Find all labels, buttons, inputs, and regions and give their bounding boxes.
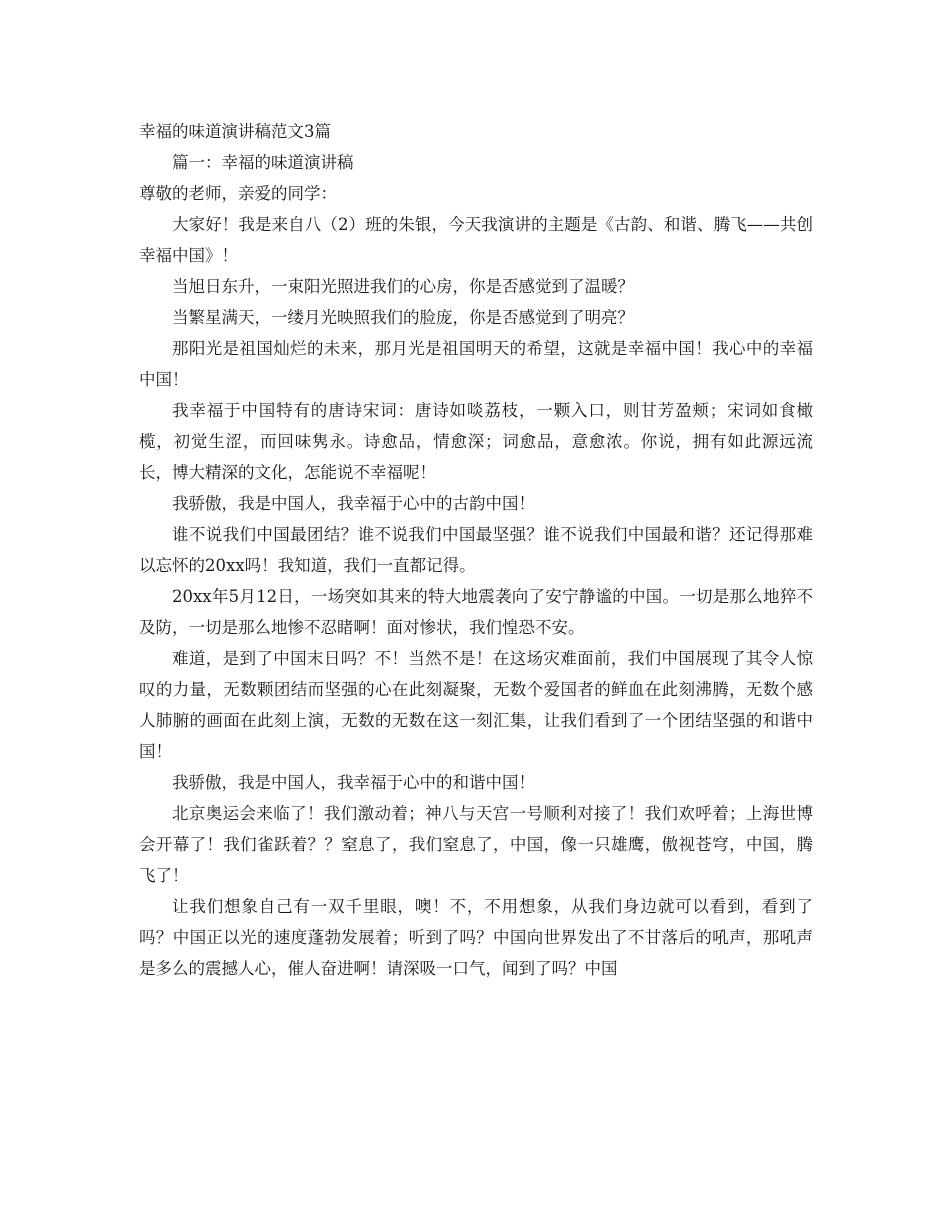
paragraph-8: 20xx年5月12日，一场突如其来的特大地震袭向了安宁静谧的中国。一切是那么地猝不及防，一切是那么地惨不忍睹啊！面对惨状，我们惶恐不安。 xyxy=(139,587,813,637)
salutation: 尊敬的老师，亲爱的同学： xyxy=(139,184,337,203)
paragraph-12: 让我们想象自己有一双千里眼，噢！不，不用想象，从我们身边就可以看到，看到了吗？中国正以光的速度蓬勃发展着；听到了吗？中国向世界发出了不甘落后的吼声，那吼声是多么的震撼人心，催人奋进啊！请深吸一口气，闻到了吗？中国 xyxy=(139,897,813,978)
paragraph-10: 我骄傲，我是中国人，我幸福于心中的和谐中国！ xyxy=(172,773,535,792)
paragraph-3: 当繁星满天，一缕月光映照我们的脸庞，你是否感觉到了明亮？ xyxy=(172,308,634,327)
paragraph-7: 谁不说我们中国最团结？谁不说我们中国最坚强？谁不说我们中国最和谐？还记得那难以忘怀的20xx吗！我知道，我们一直都记得。 xyxy=(139,525,813,575)
paragraph-9: 难道，是到了中国末日吗？不！当然不是！在这场灾难面前，我们中国展现了其令人惊叹的力量，无数颗团结而坚强的心在此刻凝聚，无数个爱国者的鲜血在此刻沸腾，无数个感人肺腑的画面在此刻上演，无数的无数在这一刻汇集，让我们看到了一个团结坚强的和谐中国！ xyxy=(139,649,813,761)
paragraph-4: 那阳光是祖国灿烂的未来，那月光是祖国明天的希望，这就是幸福中国！我心中的幸福中国！ xyxy=(139,339,813,389)
paragraph-5: 我幸福于中国特有的唐诗宋词：唐诗如啖荔枝，一颗入口，则甘芳盈颊；宋词如食橄榄，初觉生涩，而回味隽永。诗愈品，情愈深；词愈品，意愈浓。你说，拥有如此源远流长，博大精深的文化，怎能说不幸福呢！ xyxy=(139,401,813,482)
section-heading: 篇一：幸福的味道演讲稿 xyxy=(172,153,354,172)
paragraph-2: 当旭日东升，一束阳光照进我们的心房，你是否感觉到了温暖？ xyxy=(172,277,634,296)
paragraph-11: 北京奥运会来临了！我们激动着；神八与天宫一号顺利对接了！我们欢呼着；上海世博会开幕了！我们雀跃着？？窒息了，我们窒息了，中国，像一只雄鹰，傲视苍穹，中国，腾飞了！ xyxy=(139,804,813,885)
paragraph-6: 我骄傲，我是中国人，我幸福于心中的古韵中国！ xyxy=(172,494,535,513)
document-body xyxy=(139,116,813,984)
paragraph-1: 大家好！我是来自八（2）班的朱银，今天我演讲的主题是《古韵、和谐、腾飞——共创幸福中国》！ xyxy=(139,215,813,265)
document-title: 幸福的味道演讲稿范文3篇 xyxy=(139,122,331,141)
